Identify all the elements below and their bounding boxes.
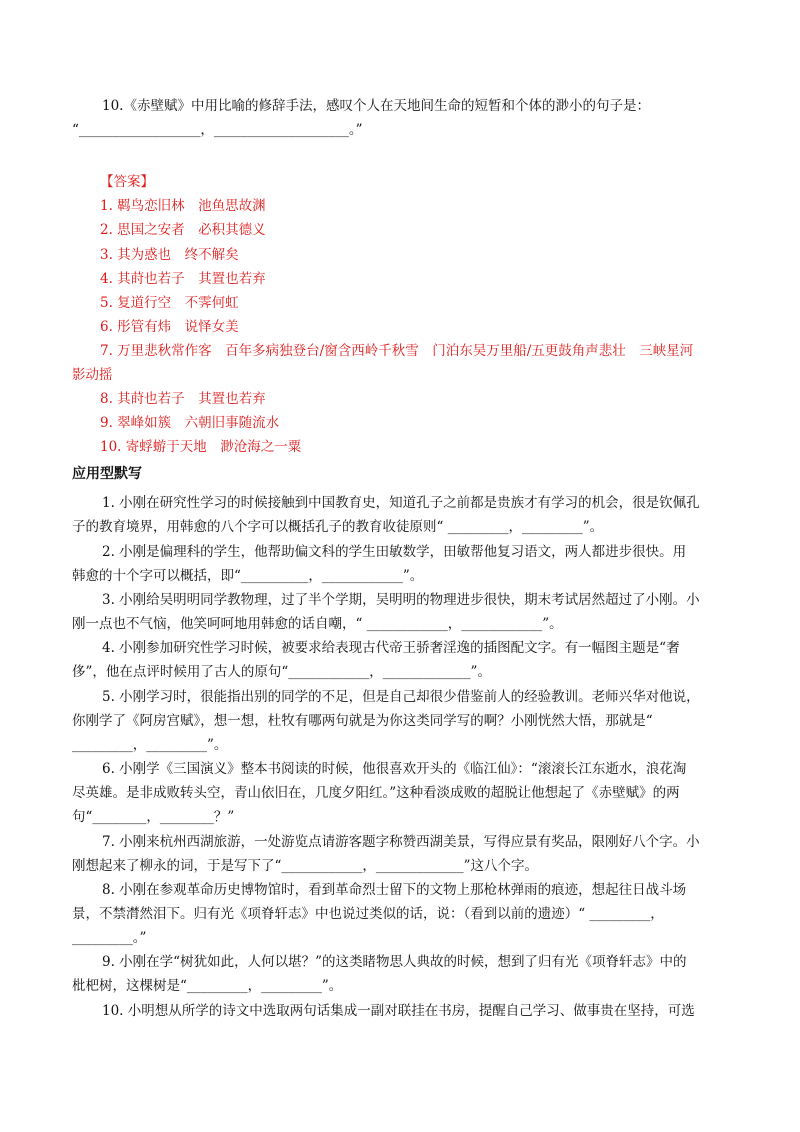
answer-item: 3. 其为惑也 终不解矣 — [100, 247, 239, 263]
answer-item: 9. 翠峰如簇 六朝旧事随流水 — [100, 415, 280, 431]
section-line: 6. 小刚学《三国演义》整本书阅读的时候，他很喜欢开头的《临江仙》：“滚滚长江东逝水，浪花淘 — [102, 761, 687, 777]
section-line: 7. 小刚来杭州西湖旅游，一处游览点请游客题字称赞西湖美景，写得应景有奖品，限刚好八个字。小 — [102, 834, 700, 850]
section-line: 子的教育境界，用韩愈的八个字可以概括孔子的教育收徒原则“ _________，_________”。 — [72, 519, 604, 535]
section-line: 1. 小刚在研究性学习的时候接触到中国教育史，知道孔子之前都是贵族才有学习的机会，很是钦佩孔 — [102, 495, 700, 511]
answer-item: 6. 彤管有炜 说怿女美 — [100, 319, 239, 335]
answer-item: 10. 寄蜉蝣于天地 渺沧海之一粟 — [100, 439, 302, 455]
section-line: 2. 小刚是偏理科的学生，他帮助偏文科的学生田敏数学，田敏帮他复习语文，两人都进步很快。用 — [102, 544, 687, 560]
answer-item: 7. 万里悲秋常作客 百年多病独登台/窗含西岭千秋雪 门泊东吴万里船/五更鼓角声悲壮 三峡星河 — [100, 343, 694, 359]
section-line: 你刚学了《阿房宫赋》，想一想，杜牧有哪两句就是为你这类同学写的啊？小刚恍然大悟，那就是“ — [72, 713, 653, 729]
section-line: 句“________，________？” — [72, 809, 235, 825]
section-line: 刚一点也不气恼，他笑呵呵地用韩愈的话自嘲，“ ____________，____________”。 — [72, 616, 563, 632]
section-line: 5. 小刚学习时，很能指出别的同学的不足，但是自己却很少借鉴前人的经验教训。老师兴华对他说， — [102, 689, 700, 705]
section-line: 侈”，他在点评时候用了古人的原句“____________，_____________”。 — [72, 664, 491, 680]
section-line: 10. 小明想从所学的诗文中选取两句话集成一副对联挂在书房，提醒自己学习、做事贵在坚持，可选 — [102, 1003, 695, 1019]
question-10-line-1: 10.《赤壁赋》中用比喻的修辞手法，感叹个人在天地间生命的短暂和个体的渺小的句子是： — [102, 98, 650, 114]
section-title: 应用型默写 — [72, 466, 142, 482]
answer-item: 4. 其莳也若子 其置也若弃 — [100, 271, 266, 287]
section-line: 3. 小刚给吴明明同学教物理，过了半个学期，吴明明的物理进步很快，期末考试居然超过了小刚。小 — [102, 592, 700, 608]
section-line: 枇杷树，这棵树是“_________，_________”。 — [72, 978, 343, 994]
answer-label: 【答案】 — [100, 174, 154, 190]
section-line: 9. 小刚在学“树犹如此，人何以堪？”的这类睹物思人典故的时候，想到了归有光《项脊轩志》中的 — [102, 954, 687, 970]
answer-item: 1. 羁鸟恋旧林 池鱼思故渊 — [100, 198, 266, 214]
section-line: 尽英雄。是非成败转头空，青山依旧在，几度夕阳红。”这种看淡成败的超脱让他想起了《赤壁赋》的两 — [72, 785, 680, 801]
answer-item-continuation: 影动摇 — [72, 367, 113, 383]
section-line: 韩愈的十个字可以概括，即“__________，____________”。 — [72, 568, 424, 584]
answer-item: 5. 复道行空 不霁何虹 — [100, 295, 239, 311]
section-line: _________。” — [72, 930, 147, 946]
answer-item: 8. 其莳也若子 其置也若弃 — [100, 391, 266, 407]
answer-item: 2. 思国之安者 必积其德义 — [100, 222, 266, 238]
section-line: 8. 小刚在参观革命历史博物馆时，看到革命烈士留下的文物上那枪林弹雨的痕迹，想起往日战斗场 — [102, 882, 687, 898]
section-line: 刚想起来了柳永的词，于是写下了“____________，_____________”这八个字。 — [72, 858, 539, 874]
section-line: 4. 小刚参加研究性学习时候，被要求给表现古代帝王骄奢淫逸的插图配文字。有一幅图主题是“奢 — [102, 640, 680, 656]
section-line: _________，_________”。 — [72, 737, 228, 753]
section-line: 景，不禁潸然泪下。归有光《项脊轩志》中也说过类似的话，说：（看到以前的遗迹）“ _________， — [72, 906, 664, 922]
question-10-line-2: “__________________，____________________。” — [72, 122, 363, 138]
